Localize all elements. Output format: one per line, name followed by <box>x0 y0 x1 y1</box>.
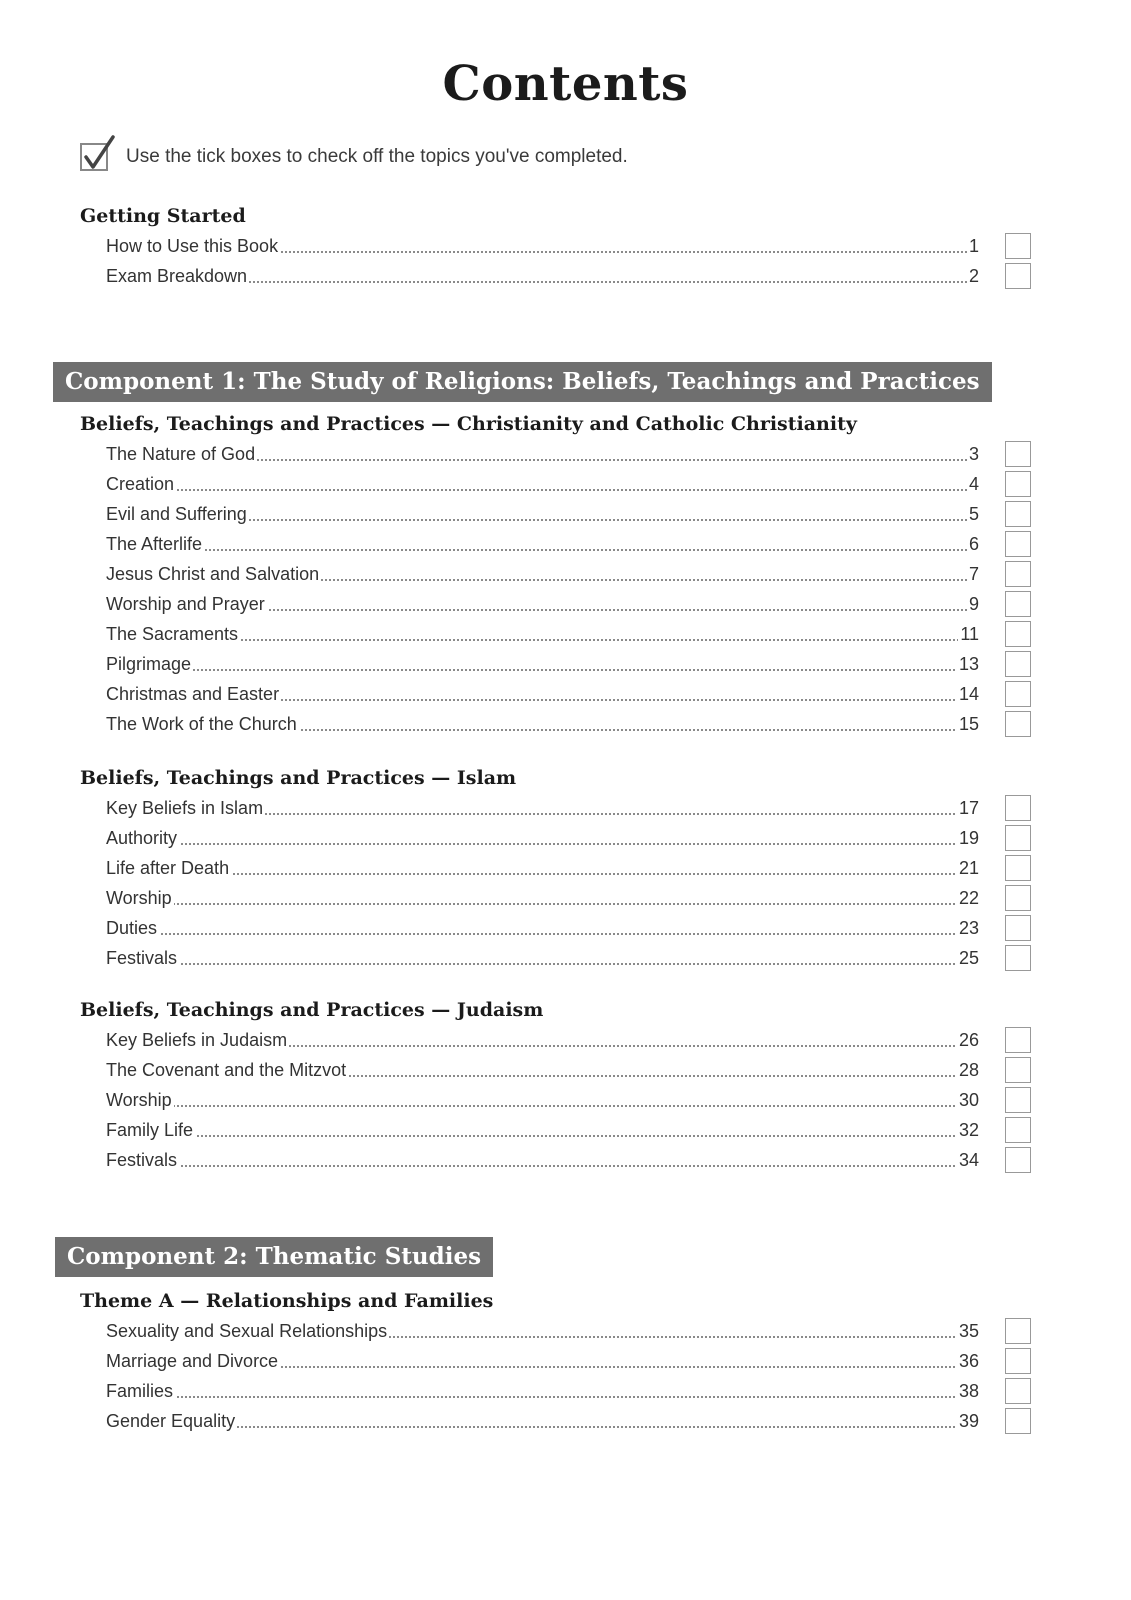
toc-entry <box>0 709 1131 739</box>
toc-entry <box>0 1055 1131 1085</box>
tick-box[interactable] <box>1005 441 1031 467</box>
section-heading: Theme A — Relationships and Families <box>80 1290 494 1312</box>
page-number: 3 <box>967 439 979 469</box>
tick-box[interactable] <box>1005 915 1031 941</box>
tick-box[interactable] <box>1005 1087 1031 1113</box>
toc-entry <box>0 883 1131 913</box>
page-number: 2 <box>967 261 979 291</box>
page-number: 30 <box>957 1085 979 1115</box>
topic-label: Worship <box>106 1085 174 1115</box>
dot-leader <box>106 933 979 935</box>
tick-box[interactable] <box>1005 263 1031 289</box>
toc-entry <box>0 1316 1131 1346</box>
page-number: 35 <box>957 1316 979 1346</box>
tick-box[interactable] <box>1005 795 1031 821</box>
christianity-section <box>0 409 1131 739</box>
page-number: 19 <box>957 823 979 853</box>
section-heading: Beliefs, Teachings and Practices — Judaism <box>80 999 544 1021</box>
dot-leader <box>106 1396 979 1398</box>
judaism-section <box>0 995 1131 1175</box>
toc-list <box>0 1025 1131 1175</box>
tick-box[interactable] <box>1005 1378 1031 1404</box>
toc-entry <box>0 469 1131 499</box>
page-number: 6 <box>967 529 979 559</box>
topic-label: Authority <box>106 823 179 853</box>
page-title: Contents <box>442 56 689 112</box>
tick-box[interactable] <box>1005 651 1031 677</box>
page-number: 25 <box>957 943 979 973</box>
toc-entry <box>0 1085 1131 1115</box>
theme-a-section <box>0 1286 1131 1436</box>
tick-box[interactable] <box>1005 855 1031 881</box>
dot-leader <box>106 873 979 875</box>
tick-box[interactable] <box>1005 1027 1031 1053</box>
dot-leader <box>106 1135 979 1137</box>
dot-leader <box>106 669 979 671</box>
tick-box[interactable] <box>1005 1057 1031 1083</box>
toc-entry <box>0 499 1131 529</box>
toc-entry <box>0 823 1131 853</box>
toc-entry <box>0 529 1131 559</box>
page-number: 39 <box>957 1406 979 1436</box>
toc-entry <box>0 1376 1131 1406</box>
tick-box[interactable] <box>1005 561 1031 587</box>
page-number: 38 <box>957 1376 979 1406</box>
checkmark-icon <box>80 135 116 173</box>
topic-label: Families <box>106 1376 175 1406</box>
islam-section <box>0 763 1131 973</box>
getting-started-section <box>0 201 1131 291</box>
page-number: 32 <box>957 1115 979 1145</box>
topic-label: Jesus Christ and Salvation <box>106 559 321 589</box>
tick-box[interactable] <box>1005 945 1031 971</box>
topic-label: Pilgrimage <box>106 649 193 679</box>
dot-leader <box>106 903 979 905</box>
topic-label: The Covenant and the Mitzvot <box>106 1055 348 1085</box>
dot-leader <box>106 963 979 965</box>
toc-entry <box>0 1406 1131 1436</box>
page-number: 11 <box>958 619 979 649</box>
topic-label: Creation <box>106 469 176 499</box>
toc-entry <box>0 231 1131 261</box>
topic-label: Family Life <box>106 1115 195 1145</box>
example-tick-box <box>80 143 108 171</box>
topic-label: The Afterlife <box>106 529 204 559</box>
toc-entry <box>0 793 1131 823</box>
topic-label: Worship and Prayer <box>106 589 267 619</box>
topic-label: Sexuality and Sexual Relationships <box>106 1316 389 1346</box>
page-number: 22 <box>957 883 979 913</box>
topic-label: Marriage and Divorce <box>106 1346 280 1376</box>
toc-entry <box>0 439 1131 469</box>
tick-hint <box>80 140 628 174</box>
section-heading: Getting Started <box>80 205 246 227</box>
topic-label: Worship <box>106 883 174 913</box>
topic-label: The Work of the Church <box>106 709 299 739</box>
page-number: 13 <box>957 649 979 679</box>
toc-entry <box>0 619 1131 649</box>
toc-entry <box>0 853 1131 883</box>
toc-entry <box>0 913 1131 943</box>
toc-entry <box>0 1145 1131 1175</box>
section-heading: Beliefs, Teachings and Practices — Christianity and Catholic Christianity <box>80 413 857 435</box>
tick-box[interactable] <box>1005 711 1031 737</box>
tick-box[interactable] <box>1005 825 1031 851</box>
toc-list <box>0 439 1131 739</box>
toc-entry <box>0 1115 1131 1145</box>
tick-box[interactable] <box>1005 1117 1031 1143</box>
toc-entry <box>0 1346 1131 1376</box>
toc-list <box>0 1316 1131 1436</box>
topic-label: Festivals <box>106 1145 179 1175</box>
toc-entry <box>0 1025 1131 1055</box>
topic-label: Exam Breakdown <box>106 261 249 291</box>
toc-entry <box>0 589 1131 619</box>
topic-label: Life after Death <box>106 853 231 883</box>
toc-list <box>0 793 1131 973</box>
topic-label: The Sacraments <box>106 619 240 649</box>
dot-leader <box>106 843 979 845</box>
toc-entry <box>0 559 1131 589</box>
page-number: 15 <box>957 709 979 739</box>
tick-box[interactable] <box>1005 885 1031 911</box>
tick-box[interactable] <box>1005 1147 1031 1173</box>
toc-list <box>0 231 1131 291</box>
tick-box[interactable] <box>1005 591 1031 617</box>
topic-label: Gender Equality <box>106 1406 237 1436</box>
page-number: 7 <box>967 559 979 589</box>
topic-label: Christmas and Easter <box>106 679 281 709</box>
topic-label: Evil and Suffering <box>106 499 249 529</box>
page-number: 21 <box>957 853 979 883</box>
tick-box[interactable] <box>1005 471 1031 497</box>
tick-box[interactable] <box>1005 531 1031 557</box>
topic-label: Duties <box>106 913 159 943</box>
page-number: 17 <box>957 793 979 823</box>
toc-entry <box>0 261 1131 291</box>
dot-leader <box>106 1165 979 1167</box>
hint-text: Use the tick boxes to check off the topics you've completed. <box>126 146 628 167</box>
tick-box[interactable] <box>1005 621 1031 647</box>
dot-leader <box>106 1105 979 1107</box>
topic-label: The Nature of God <box>106 439 257 469</box>
tick-box[interactable] <box>1005 681 1031 707</box>
topic-label: Key Beliefs in Judaism <box>106 1025 289 1055</box>
section-heading: Beliefs, Teachings and Practices — Islam <box>80 767 517 789</box>
tick-box[interactable] <box>1005 501 1031 527</box>
page-number: 9 <box>967 589 979 619</box>
toc-entry <box>0 679 1131 709</box>
page-number: 14 <box>957 679 979 709</box>
dot-leader <box>106 489 979 491</box>
dot-leader <box>106 549 979 551</box>
toc-entry <box>0 649 1131 679</box>
page-number: 26 <box>957 1025 979 1055</box>
tick-box[interactable] <box>1005 1408 1031 1434</box>
page-number: 5 <box>967 499 979 529</box>
component-2-banner: Component 2: Thematic Studies <box>55 1237 493 1277</box>
topic-label: Festivals <box>106 943 179 973</box>
page-number: 34 <box>957 1145 979 1175</box>
component-1-banner: Component 1: The Study of Religions: Beliefs, Teachings and Practices <box>53 362 992 402</box>
tick-box[interactable] <box>1005 1318 1031 1344</box>
tick-box[interactable] <box>1005 233 1031 259</box>
topic-label: How to Use this Book <box>106 231 280 261</box>
page-number: 36 <box>957 1346 979 1376</box>
page-number: 28 <box>957 1055 979 1085</box>
tick-box[interactable] <box>1005 1348 1031 1374</box>
toc-entry <box>0 943 1131 973</box>
page-number: 4 <box>967 469 979 499</box>
page-number: 23 <box>957 913 979 943</box>
page-number: 1 <box>967 231 979 261</box>
topic-label: Key Beliefs in Islam <box>106 793 265 823</box>
